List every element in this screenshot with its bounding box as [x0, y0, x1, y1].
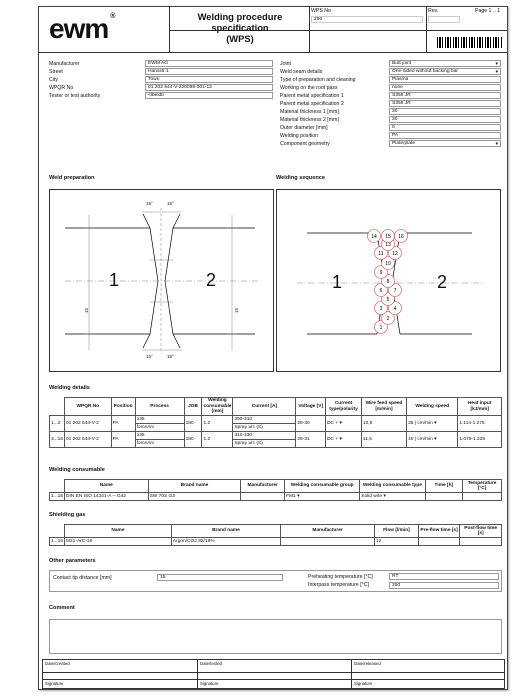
document-header: [39, 7, 507, 53]
wpqr-field[interactable]: 01 202 644-V-220098-001-12: [145, 84, 273, 91]
angle-top-right: 15°: [167, 201, 174, 206]
table-row: 3...16 01 202 644-V-2 PA 135 180 1.2 310-330 29-31 DC + ▾ 11,5 40 | cm/min ▾ 1.079-1.228: [50, 432, 502, 440]
parent-metal-2-label: Parent metal specification 2: [280, 101, 344, 107]
sequence-part-2-label: 2: [437, 272, 448, 292]
col-current: Current [A]: [233, 398, 296, 416]
col-job: JOB: [184, 398, 202, 416]
parent-metal-1-field[interactable]: S355 JR: [389, 92, 501, 99]
signature-released-label: Signature: [354, 681, 373, 686]
welding-details-heading: Welding details: [49, 385, 90, 391]
joint-label: Joint: [280, 61, 291, 67]
col-wpqr: WPQR No: [65, 398, 112, 416]
preparation-field[interactable]: Plasma: [389, 76, 501, 83]
city-label: City: [49, 77, 58, 83]
date-created-label: Date/created: [45, 661, 70, 666]
col-polarity: Current type/polarity: [326, 398, 362, 416]
tester-field[interactable]: <lbeldb: [145, 92, 273, 99]
part-2-label: 2: [206, 270, 217, 290]
welding-sequence-heading: Welding sequence: [276, 175, 326, 181]
table-row: 1...16 DIN EN ISO 14341-A -- G42 SW 70S G3 FM1 ▾ Solid wire ▾: [50, 493, 502, 501]
angle-top-left: 15°: [146, 201, 153, 206]
root-pass-label: Working on the root pass: [280, 85, 338, 91]
tester-label: Tester or test authority: [49, 93, 101, 99]
weld-preparation-drawing: [49, 189, 274, 372]
street-label: Street: [49, 69, 63, 75]
shielding-gas-heading: Shielding gas: [49, 512, 86, 518]
col-wire-feed: Wire feed speed [m/min]: [361, 398, 406, 416]
comment-heading: Comment: [49, 605, 75, 611]
chevron-down-icon: ▾: [383, 493, 386, 499]
chevron-down-icon: ▾: [297, 493, 300, 499]
contact-tip-field[interactable]: 15: [157, 574, 283, 581]
wpqr-label: WPQR No: [49, 85, 74, 91]
thickness-2-field[interactable]: 30: [389, 116, 501, 123]
wps-no-field[interactable]: 290: [311, 16, 423, 23]
seam-label: Weld seam details: [280, 69, 323, 75]
page-label: Page 1 .. 1: [475, 8, 501, 14]
barcode: [437, 37, 503, 48]
welding-sequence-drawing: [276, 189, 501, 372]
component-geometry-label: Component geometry: [280, 141, 330, 147]
weld-bead-label: 4: [393, 306, 397, 312]
preparation-label: Type of preparation and cleaning: [280, 77, 356, 83]
date-tested-label: Date/tested: [200, 661, 222, 666]
weld-beads-group: [368, 230, 408, 334]
parent-metal-1-label: Parent metal specification 1: [280, 93, 344, 99]
angle-bottom-right: 15°: [167, 354, 174, 359]
street-field[interactable]: Hansstr.1: [145, 68, 273, 75]
chevron-down-icon: ▾: [339, 420, 342, 426]
ewm-logo: ewm ®: [49, 13, 115, 44]
thickness-2-label: Material thickness 2 [mm]: [280, 117, 339, 123]
comment-textarea[interactable]: [49, 619, 502, 654]
component-geometry-select[interactable]: Plate/plate ▾: [389, 140, 501, 147]
signature-tested-label: Signature: [200, 681, 219, 686]
welding-position-field[interactable]: PA: [389, 132, 501, 139]
rev-field[interactable]: [428, 16, 460, 23]
manufacturer-field[interactable]: EWM AG: [145, 60, 273, 67]
city-field[interactable]: Town: [145, 76, 273, 83]
consumable-group-select[interactable]: FM1: [286, 493, 296, 499]
interpass-label: Interpass temperature [°C]: [308, 582, 369, 588]
weld-bead-label: 3: [379, 306, 383, 312]
parent-metal-2-field[interactable]: S355 JR: [389, 100, 501, 107]
consumable-type-select[interactable]: Solid wire: [361, 493, 383, 499]
weld-preparation-heading: Weld preparation: [49, 175, 95, 181]
thickness-1-field[interactable]: 30: [389, 108, 501, 115]
col-position: Position: [111, 398, 135, 416]
weld-bead-label: 6: [379, 288, 383, 294]
shielding-gas-table: Name Brand name Manufacturer Flow [l/min] Pre-flow time [s] Post-flow time [s] 1...16 M21-ArC-18 Argon/CO2 82/18% 12: [49, 524, 502, 546]
sequence-part-1-label: 1: [332, 272, 343, 292]
seam-select[interactable]: One-sided without backing bar ▾: [389, 68, 501, 75]
interpass-field[interactable]: 250: [389, 582, 499, 589]
polarity-select[interactable]: DC +: [327, 420, 339, 426]
wps-document: [38, 6, 508, 690]
chevron-down-icon: ▾: [434, 436, 437, 442]
weld-bead-label: 1: [379, 325, 383, 331]
weld-bead-label: 12: [392, 251, 398, 257]
table-row: 1...2 01 202 644-V-2 PA 135 180 1.2 290-310 28-30 DC + ▾ 10,5 35 | cm/min ▾ 1.114-1.275: [50, 416, 502, 424]
thickness-left-label: 15: [84, 307, 90, 314]
thickness-right-label: 15: [234, 307, 240, 314]
outer-diameter-label: Outer diameter [mm]: [280, 125, 328, 131]
other-parameters-heading: Other parameters: [49, 558, 96, 564]
polarity-select[interactable]: DC +: [327, 436, 339, 442]
table-row: 1...16 M21-ArC-18 Argon/CO2 82/18% 12: [50, 538, 502, 546]
part-1-label: 1: [109, 270, 120, 290]
date-released-label: Date/released: [354, 661, 381, 666]
consumable-table: Name Brand name Manufacturer Welding consumable group Welding consumable type Time [h] Temperature [°C] 1...16 DIN EN ISO 14341-A -- G42 SW 70S G3 FM1 ▾ Solid wire ▾: [49, 479, 502, 501]
document-title: Welding procedure specification (WPS): [197, 11, 283, 44]
welding-details-table: WPQR No Position Process JOB Welding consumable [mm] Current [A] Voltage [V] Current type/polarity Wire feed speed [m/min] Welding speed Heat input [kJ/mm] 1...2 01 202 644-V-2 PA 135 180 1.2 290-310 28-30 DC + ▾ 10,5 35 | cm/min ▾ 1.114-1.275 forceArc Spray arc (S) 3...16 01 202 644-V-2 PA 135 180 1.2 310-330 29-31 DC + ▾ 11,5 40 | cm/min ▾ 1.079-1.228 forceArc Spray arc (S): [49, 397, 502, 448]
col-heat-input: Heat input [kJ/mm]: [458, 398, 502, 416]
weld-bead-label: 7: [393, 288, 397, 294]
chevron-down-icon: ▾: [339, 436, 342, 442]
weld-preparation-svg: [50, 190, 273, 371]
weld-bead-label: 13: [385, 242, 391, 248]
contact-tip-label: Contact tip distance [mm]: [53, 575, 112, 581]
signature-footer: [42, 659, 505, 689]
weld-bead-label: 11: [378, 251, 384, 257]
weld-bead-label: 16: [398, 234, 404, 240]
weld-bead-label: 10: [385, 261, 391, 267]
weld-bead-label: 15: [385, 234, 391, 240]
joint-select[interactable]: Butt joint ▾: [389, 60, 501, 67]
wps-no-label: WPS No: [311, 8, 331, 14]
col-consumable: Welding consumable [mm]: [203, 398, 232, 415]
root-pass-field[interactable]: none: [389, 84, 501, 91]
weld-bead-label: 2: [386, 316, 390, 322]
rev-label: Rev.: [428, 8, 439, 14]
signature-created-label: Signature: [45, 681, 64, 686]
chevron-down-icon: ▾: [434, 420, 437, 426]
thickness-1-label: Material thickness 1 [mm]: [280, 109, 339, 115]
col-voltage: Voltage [V]: [296, 398, 326, 416]
welding-consumable-heading: Welding consumable: [49, 467, 105, 473]
weld-bead-label: 14: [371, 234, 377, 240]
preheat-field[interactable]: RT: [389, 573, 499, 580]
welding-position-label: Welding position: [280, 133, 318, 139]
col-process: Process: [135, 398, 184, 416]
weld-bead-label: 5: [386, 297, 390, 303]
col-welding-speed: Welding speed: [407, 398, 458, 416]
manufacturer-label: Manufacturer: [49, 61, 80, 67]
outer-diameter-field[interactable]: 0: [389, 124, 501, 131]
welding-sequence-svg: [277, 190, 500, 371]
weld-bead-label: 9: [379, 270, 383, 276]
preheat-label: Preheating temperature [°C]: [308, 574, 373, 580]
weld-bead-label: 8: [386, 279, 390, 285]
angle-bottom-left: 15°: [146, 354, 153, 359]
